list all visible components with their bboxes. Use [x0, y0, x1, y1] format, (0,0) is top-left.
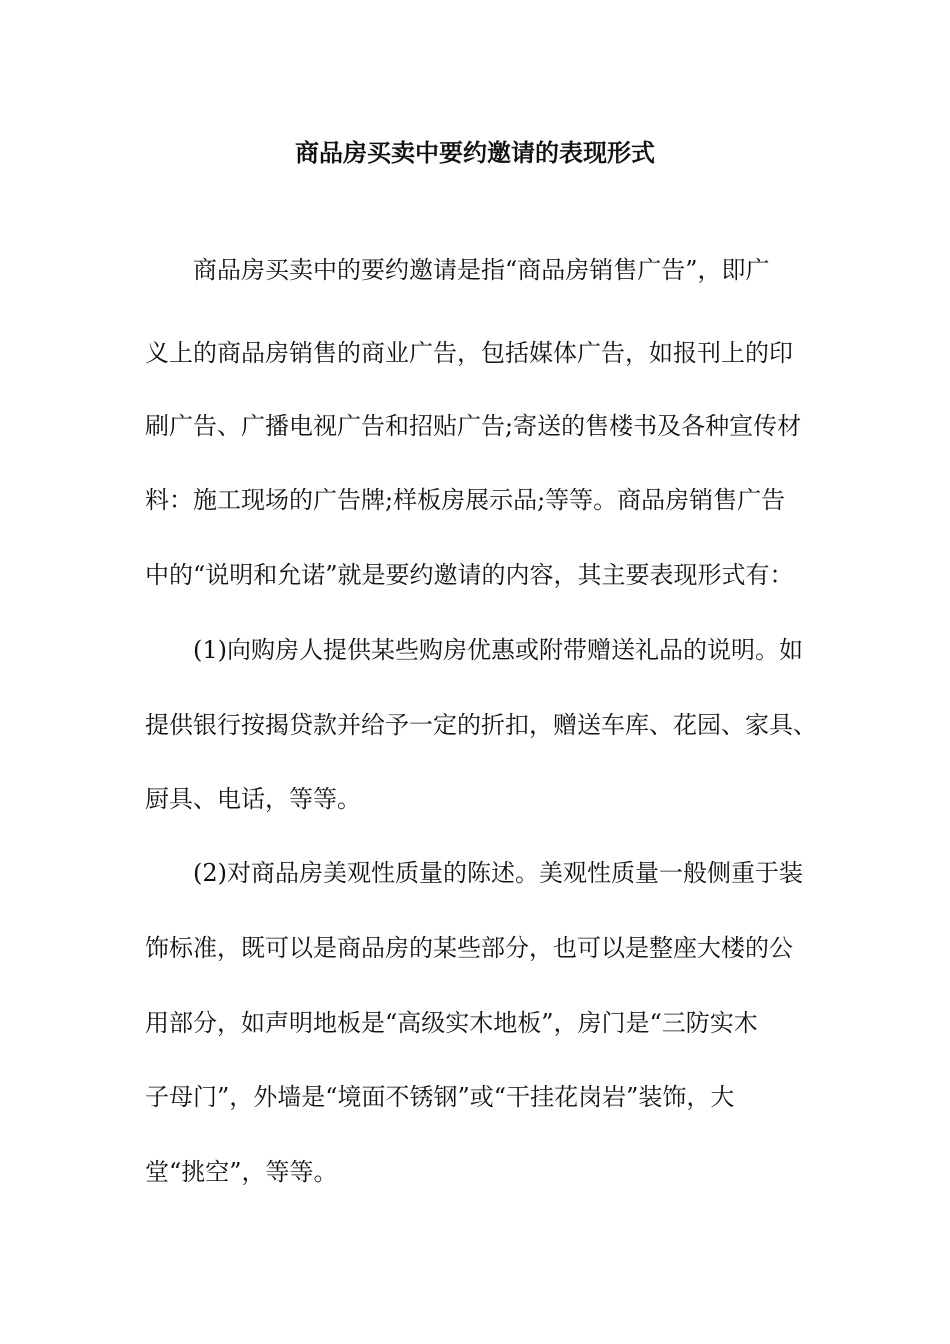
paragraph-2-line-3: 厨具、电话，等等。: [145, 785, 361, 813]
paragraph-3-line-2: 饰标准，既可以是商品房的某些部分，也可以是整座大楼的公: [145, 934, 793, 962]
document-title: 商品房买卖中要约邀请的表现形式: [295, 139, 655, 167]
paragraph-3-line-5: 堂“挑空”，等等。: [145, 1158, 338, 1186]
paragraph-3-line-1: (2)对商品房美观性质量的陈述。美观性质量一般侧重于装: [193, 859, 803, 887]
paragraph-3-line-3: 用部分，如声明地板是“高级实木地板”，房门是“三防实木: [145, 1009, 758, 1037]
paragraph-1-line-2: 义上的商品房销售的商业广告，包括媒体广告，如报刊上的印: [145, 339, 793, 367]
paragraph-1-line-5: 中的“说明和允诺”就是要约邀请的内容，其主要表现形式有：: [145, 561, 794, 589]
paragraph-1-line-4: 料：施工现场的广告牌;样板房展示品;等等。商品房销售广告: [145, 486, 786, 514]
paragraph-3-line-4: 子母门”，外墙是“境面不锈钢”或“干挂花岗岩”装饰，大: [145, 1083, 735, 1111]
paragraph-2-line-1: (1)向购房人提供某些购房优惠或附带赠送礼品的说明。如: [193, 636, 803, 664]
paragraph-2-line-2: 提供银行按揭贷款并给予一定的折扣，赠送车库、花园、家具、: [145, 711, 817, 739]
paragraph-1-line-1: 商品房买卖中的要约邀请是指“商品房销售广告”，即广: [193, 256, 770, 284]
paragraph-1-line-3: 刷广告、广播电视广告和招贴广告;寄送的售楼书及各种宣传材: [145, 412, 802, 440]
